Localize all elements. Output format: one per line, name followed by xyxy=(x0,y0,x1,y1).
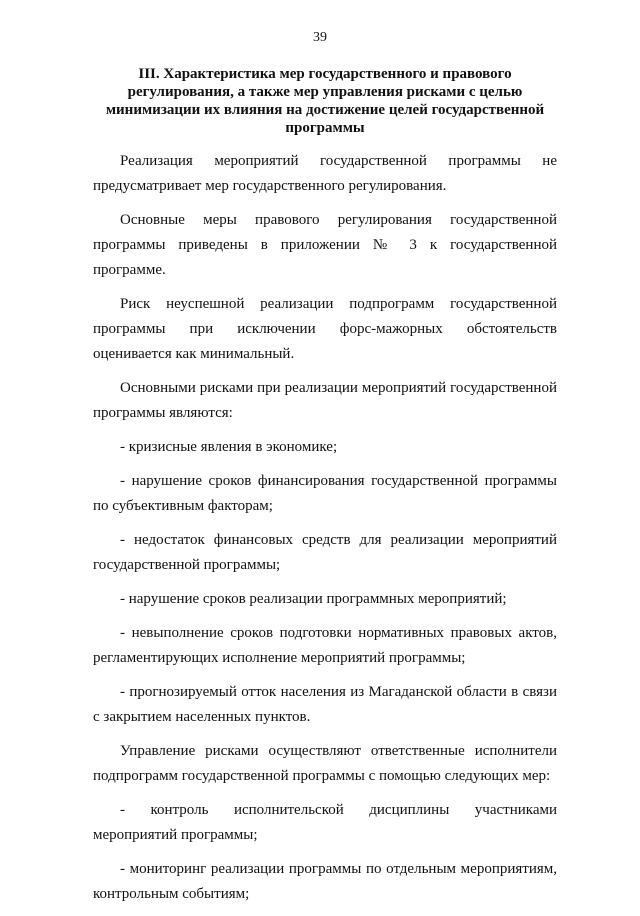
page-number: 39 xyxy=(313,30,327,45)
paragraph: Управление рисками осуществляют ответственные исполнители подпрограмм государственной программы с помощью следующих мер: xyxy=(93,743,557,784)
list-item: - недостаток финансовых средств для реализации мероприятий государственной программы; xyxy=(93,532,557,573)
list-item: - мониторинг реализации программы по отдельным мероприятиям, контрольным событиям; xyxy=(93,861,557,902)
list-item: - кризисные явления в экономике; xyxy=(120,439,338,455)
document-body xyxy=(93,149,557,916)
list-item: - нарушение сроков финансирования государственной программы по субъективным факторам; xyxy=(93,473,557,514)
list-item: - невыполнение сроков подготовки нормативных правовых актов, регламентирующих исполнение мероприятий программы; xyxy=(93,625,557,666)
section-heading: III. Характеристика мер государственного и правового регулирования, а также мер управления рисками с целью минимизации их влияния на достижение целей государственной программы xyxy=(105,66,545,136)
list-item: - нарушение сроков реализации программных мероприятий; xyxy=(120,591,507,607)
list-item: - прогнозируемый отток населения из Магаданской области в связи с закрытием населенных пунктов. xyxy=(93,684,557,725)
paragraph: Основными рисками при реализации мероприятий государственной программы являются: xyxy=(93,380,557,421)
paragraph: Риск неуспешной реализации подпрограмм государственной программы при исключении форс-мажорных обстоятельств оценивается как минимальный. xyxy=(93,296,557,362)
paragraph: Реализация мероприятий государственной программы не предусматривает мер государственного регулирования. xyxy=(93,153,557,194)
paragraph: Основные меры правового регулирования государственной программы приведены в приложении № 3 к государственной программе. xyxy=(93,212,557,278)
list-item: - контроль исполнительской дисциплины участниками мероприятий программы; xyxy=(93,802,557,843)
